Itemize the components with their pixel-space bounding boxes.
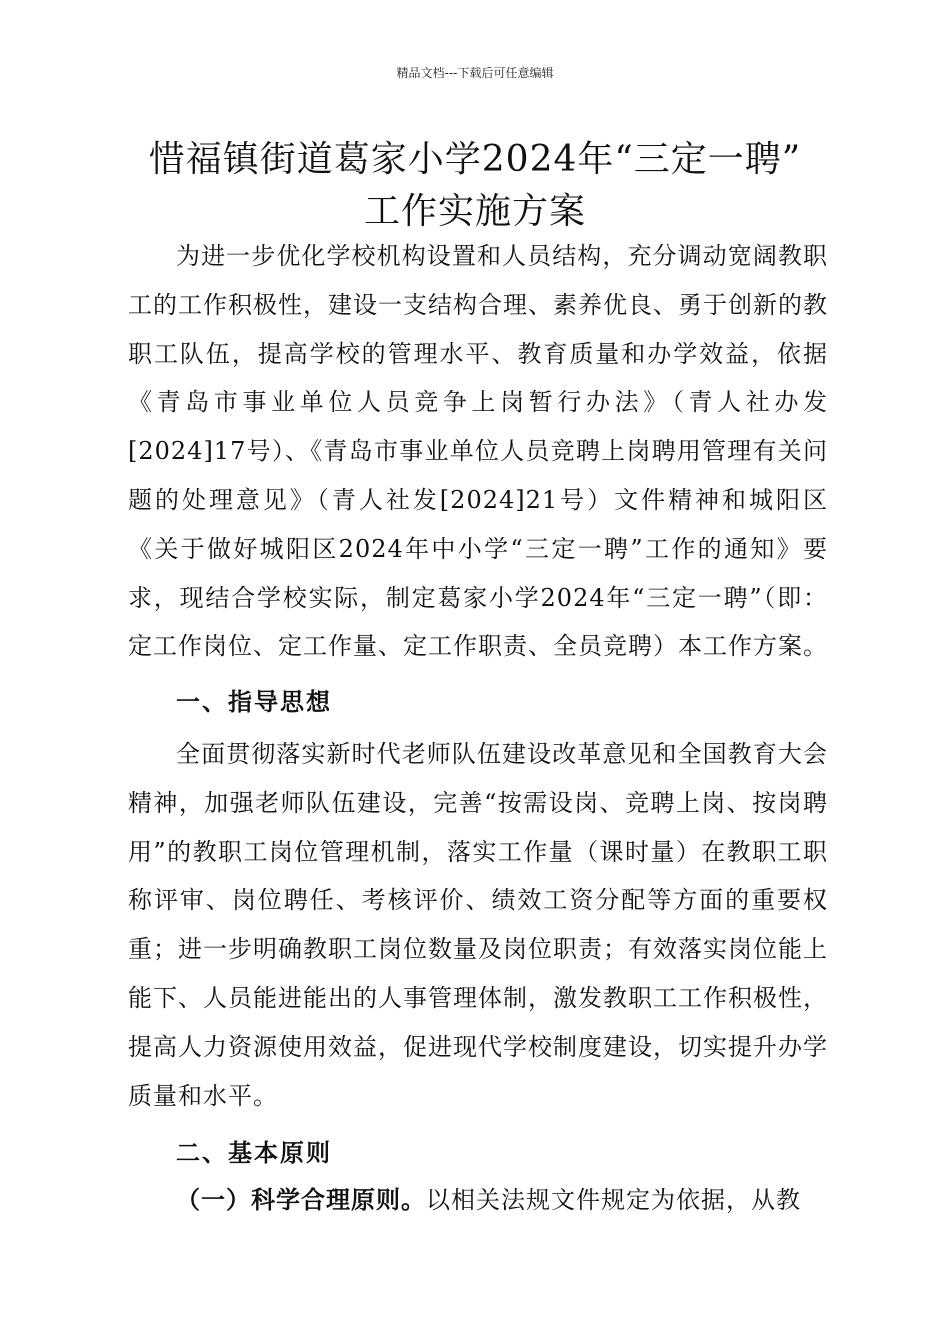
document-title-line2: 工作实施方案 (363, 191, 586, 232)
principle-item-1 (176, 1176, 836, 1224)
section-heading-basic-principles: 二、基本原则 (176, 1139, 332, 1167)
page-header-note: 精品文档---下载后可任意编辑 (396, 66, 554, 80)
section-heading-guiding-ideology: 一、指导思想 (176, 688, 332, 716)
principle-item-1-text: 以相关法规文件规定为依据，从教 (426, 1186, 801, 1214)
intro-paragraph: 为进一步优化学校机构设置和人员结构，充分调动宽阔教职工的工作积极性，建设一支结构合理、素养优良、勇于创新的教职工队伍，提高学校的管理水平、教育质量和办学效益，依据《青岛市事业单位人员竞争上岗暂行办法》（青人社办发[2024]17号）、《青岛市事业单位人员竞聘上岗聘用管理有关问题的处理意见》（青人社发[2024]21号）文件精神和城阳区《关于做好城阳区2024年中小学“三定一聘”工作的通知》要求，现结合学校实际，制定葛家小学2024年“三定一聘”（即：定工作岗位、定工作量、定工作职责、全员竞聘）本工作方案。 (128, 242, 828, 661)
guiding-ideology-paragraph: 全面贯彻落实新时代老师队伍建设改革意见和全国教育大会精神，加强老师队伍建设，完善“按需设岗、竞聘上岗、按岗聘用”的教职工岗位管理机制，落实工作量（课时量）在教职工职称评审、岗位聘任、考核评价、绩效工资分配等方面的重要权重；进一步明确教职工岗位数量及岗位职责；有效落实岗位能上能下、人员能进能出的人事管理体制，激发教职工工作积极性，提高人力资源使用效益，促进现代学校制度建设，切实提升办学质量和水平。 (128, 740, 828, 1110)
document-title-line1: 惜福镇街道葛家小学2024年“三定一聘” (148, 139, 802, 180)
principle-item-1-lead: （一）科学合理原则。 (176, 1186, 426, 1214)
